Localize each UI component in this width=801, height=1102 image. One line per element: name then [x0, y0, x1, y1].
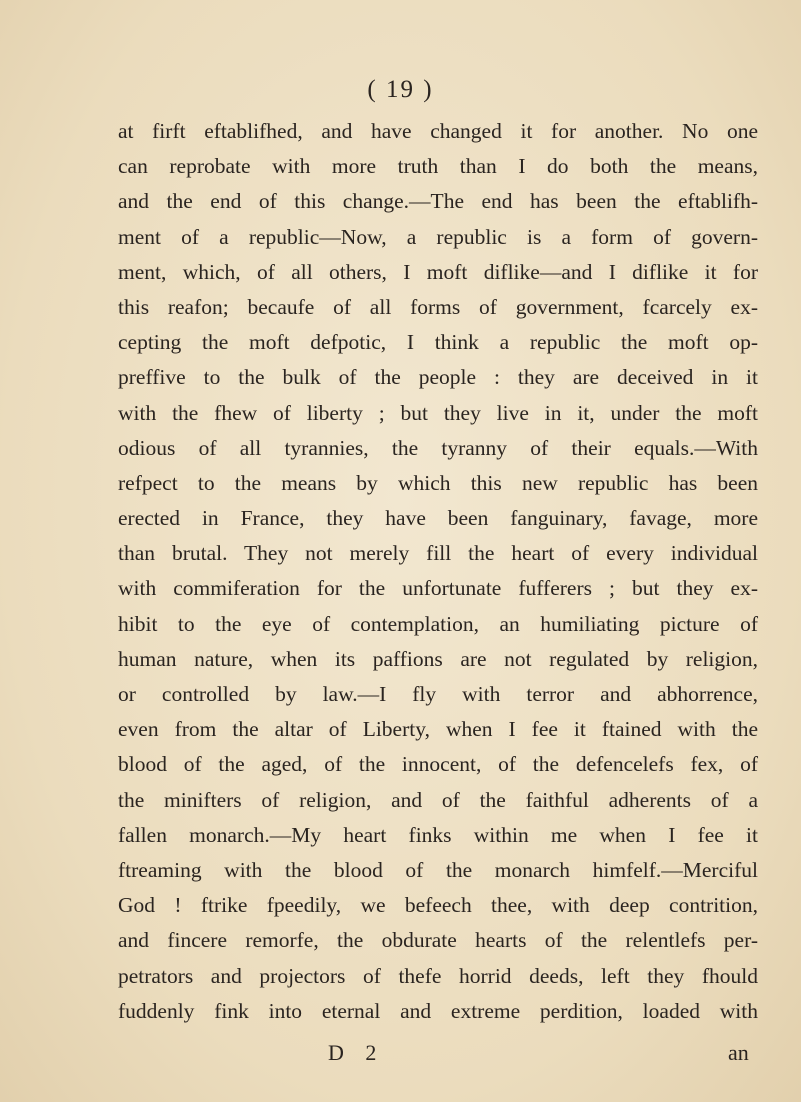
text-line: the minifters of religion, and of the faithful adherents of a [118, 787, 758, 812]
text-line: ftreaming with the blood of the monarch himfelf.—Merciful [118, 857, 758, 882]
text-line: this reafon; becaufe of all forms of government, fcarcely ex- [118, 294, 758, 319]
text-line: hibit to the eye of contemplation, an humiliating picture of [118, 611, 758, 636]
text-line: with the fhew of liberty ; but they live in it, under the moft [118, 400, 758, 425]
text-line: or controlled by law.—I fly with terror and abhorrence, [118, 682, 758, 706]
page-footer [0, 1035, 801, 1071]
text-line: erected in France, they have been fanguinary, favage, more [118, 506, 758, 531]
page-number-header: ( 19 ) [367, 76, 434, 103]
text-line: God ! ftrike fpeedily, we befeech thee, with deep contrition, [118, 893, 758, 918]
text-line: odious of all tyrannies, the tyranny of their equals.—With [118, 435, 758, 460]
text-line: and fincere remorfe, the obdurate hearts of the relentlefs per- [118, 928, 758, 953]
text-line: cepting the moft defpotic, I think a republic the moft op- [118, 330, 758, 355]
text-line: ment of a republic—Now, a republic is a form of govern- [118, 224, 758, 249]
text-line: human nature, when its paffions are not regulated by religion, [118, 646, 758, 671]
text-line: and the end of this change.—The end has been the eftablifh- [118, 189, 758, 214]
body-text [118, 114, 758, 1029]
text-line: blood of the aged, of the innocent, of the defencelefs fex, of [118, 752, 758, 777]
text-line: at firft eftablifhed, and have changed it for another. No one [118, 119, 758, 143]
text-line: with commiferation for the unfortunate fufferers ; but they ex- [118, 576, 758, 601]
text-line: ment, which, of all others, I moft diflike—and I diflike it for [118, 259, 758, 284]
text-line: even from the altar of Liberty, when I fee it ftained with the [118, 717, 758, 742]
catchword: an [728, 1040, 749, 1065]
text-line: petrators and projectors of thefe horrid deeds, left they fhould [118, 963, 758, 988]
text-line: fallen monarch.—My heart finks within me when I fee it [118, 822, 758, 847]
signature-mark: D 2 [328, 1040, 385, 1065]
text-line: than brutal. They not merely fill the heart of every individual [118, 541, 758, 566]
text-line: refpect to the means by which this new republic has been [118, 470, 758, 495]
text-line: preffive to the bulk of the people : they are deceived in it [118, 365, 758, 390]
text-line: can reprobate with more truth than I do both the means, [118, 154, 758, 179]
text-line: fuddenly fink into eternal and extreme perdition, loaded with [118, 998, 758, 1023]
